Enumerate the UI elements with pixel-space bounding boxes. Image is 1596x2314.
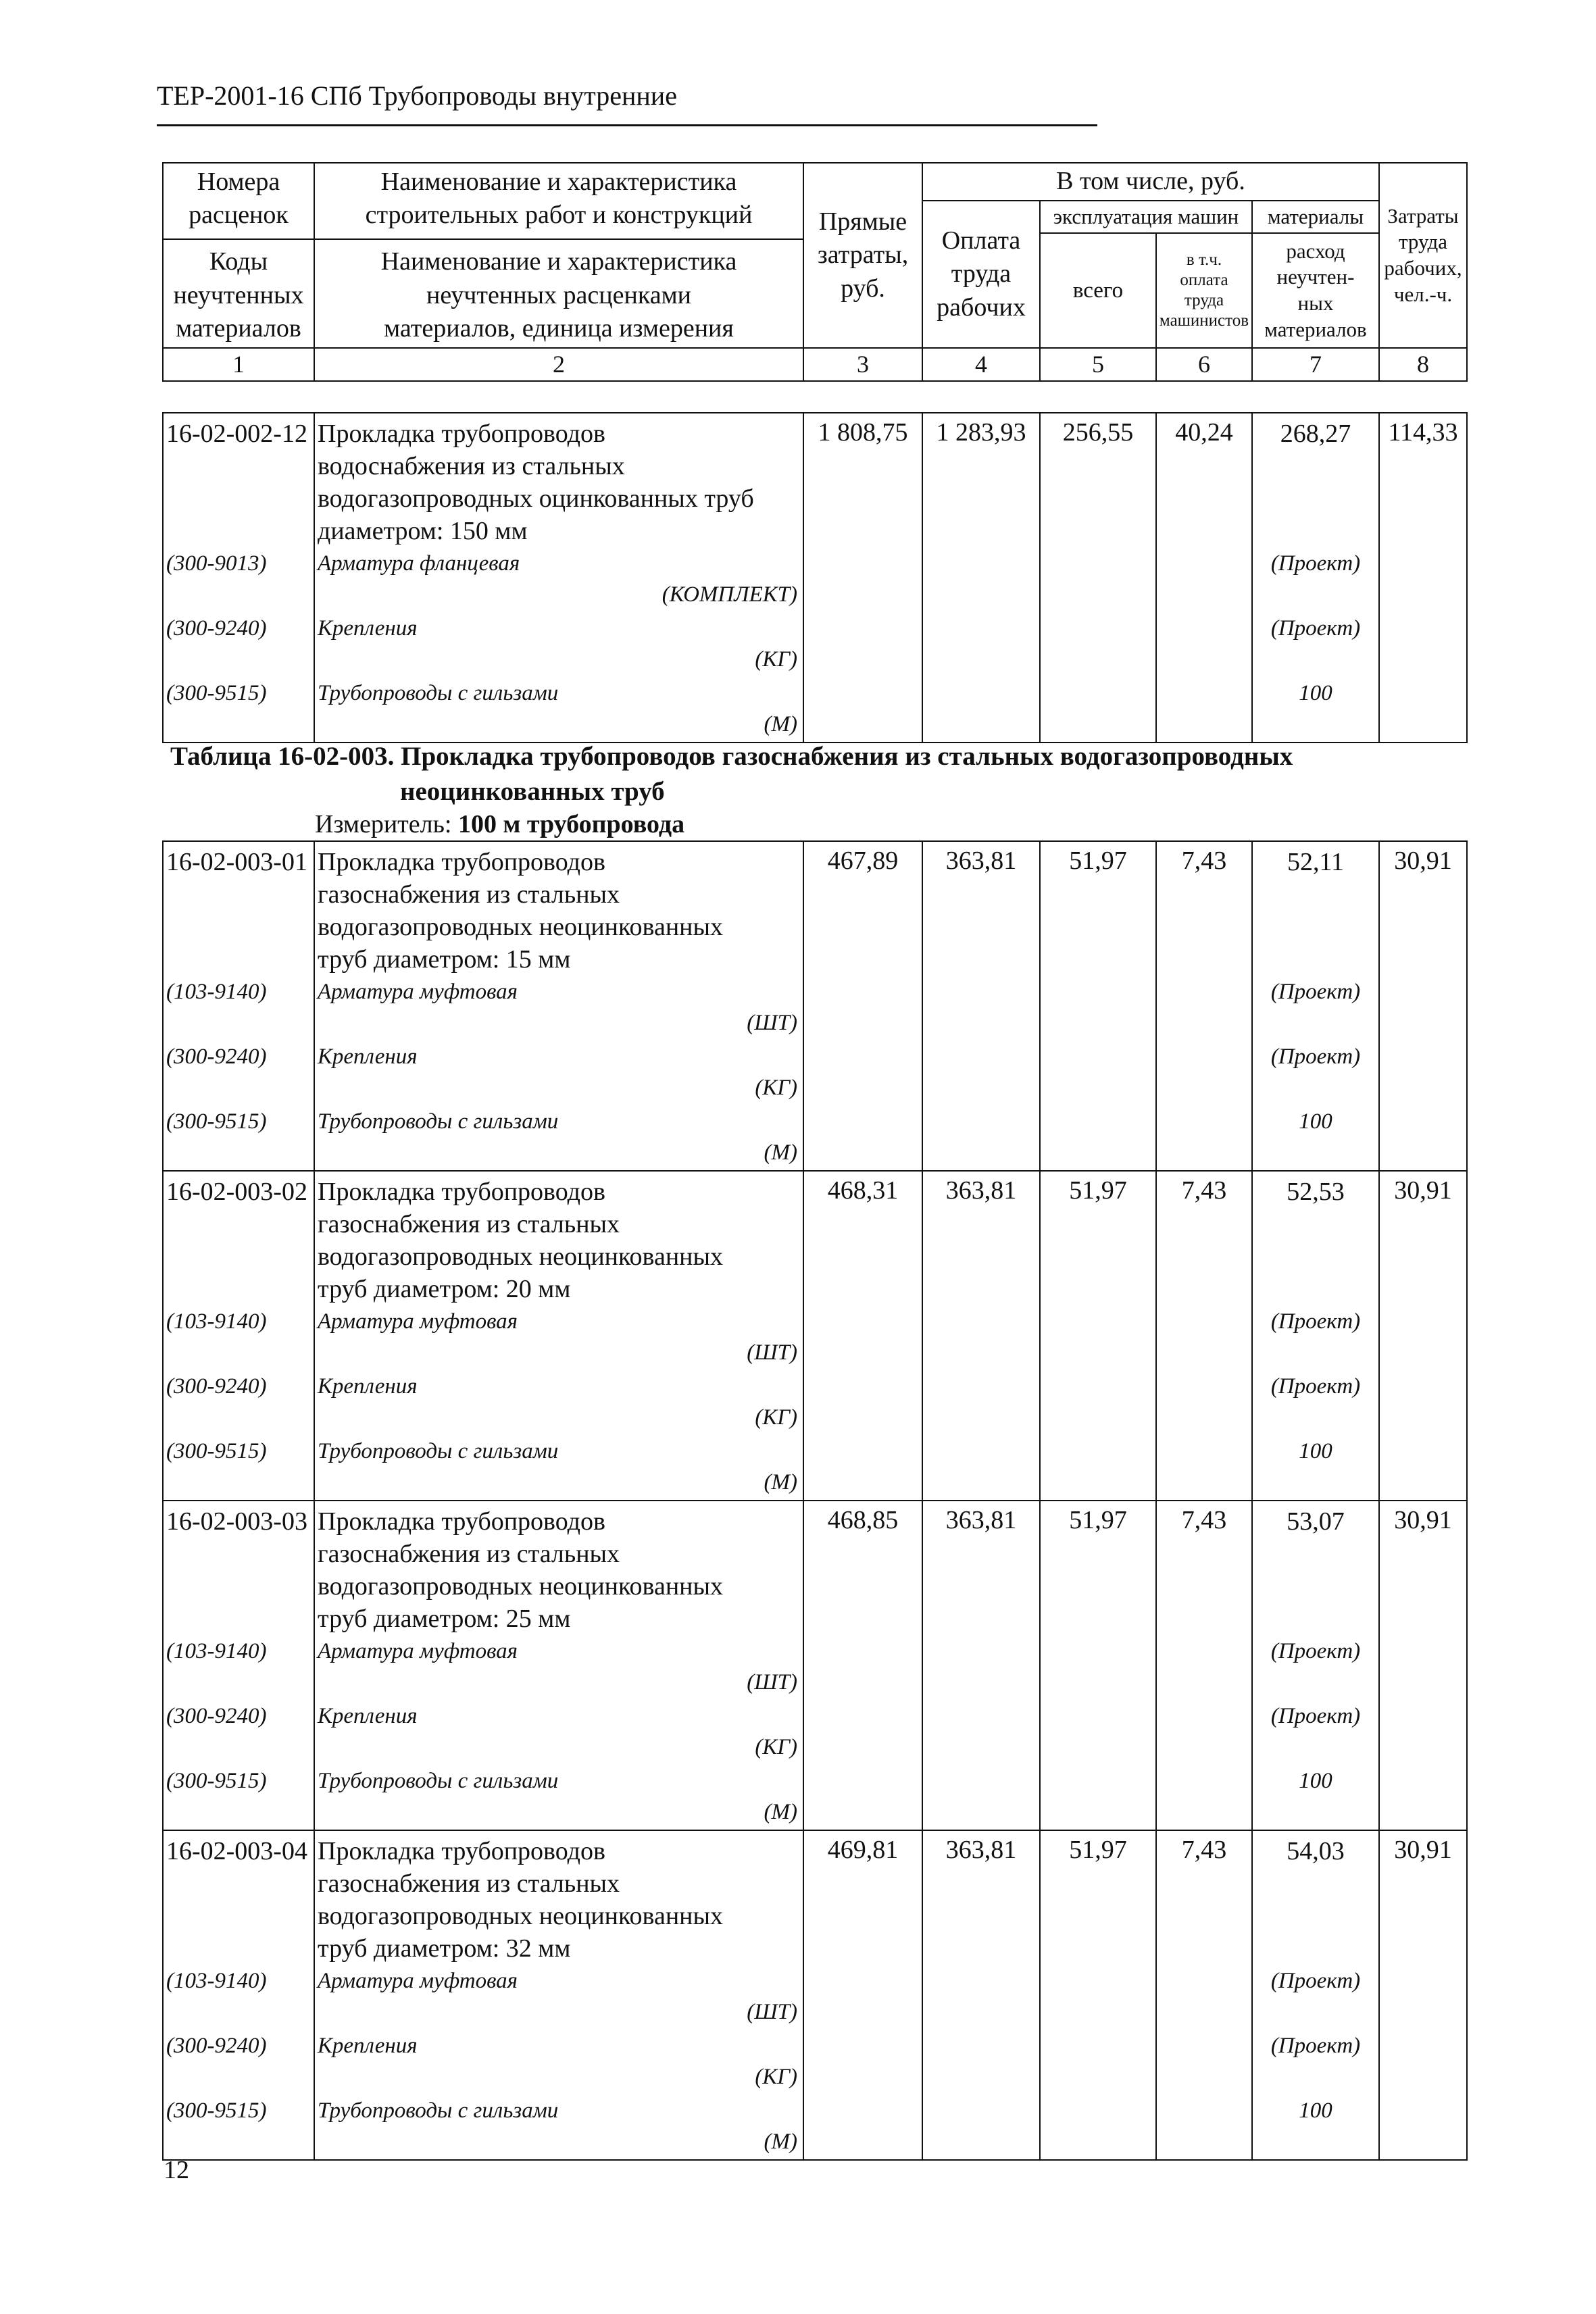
table-caption: Таблица 16-02-003. Прокладка трубопроводов газоснабжения из стальных водогазопроводных неоцинкованных труб	[170, 742, 1293, 806]
material-costs: 268,27	[1280, 420, 1351, 448]
rates-table-002	[162, 412, 1468, 743]
direct-costs: 1 808,75	[803, 413, 922, 743]
machinist-costs: 7,43	[1156, 841, 1252, 1171]
material-note: (Проект)	[1270, 1969, 1361, 1993]
material-code: (103-9140)	[166, 980, 267, 1004]
col-number-1: 1	[163, 348, 314, 381]
material-note: (Проект)	[1270, 1704, 1361, 1728]
material-unit: (М)	[764, 712, 797, 736]
col8-header: Затраты труда рабочих, чел.-ч.	[1379, 163, 1467, 348]
material-unit: (М)	[764, 1800, 797, 1824]
col1-header: Номера расценок Коды неучтенных материалов	[163, 163, 314, 348]
material-code: (300-9515)	[166, 2098, 267, 2123]
material-unit: (КГ)	[755, 1735, 797, 1759]
col3-header: Прямые затраты, руб.	[803, 163, 922, 348]
material-item: Трубопроводы с гильзами (М)	[318, 1105, 803, 1170]
material-note: 100	[1299, 1769, 1332, 1793]
rate-name: Прокладка трубопроводов газоснабжения из стальных водогазопроводных неоцинкованных труб диаметром: 25 мм	[318, 1507, 724, 1633]
material-note: (Проект)	[1270, 980, 1361, 1004]
labor-costs: 363,81	[922, 841, 1040, 1171]
material-item: Крепления (КГ)	[318, 2030, 803, 2094]
direct-costs: 467,89	[803, 841, 922, 1171]
col7-header: расход неучтен- ных материалов	[1252, 233, 1379, 348]
direct-costs: 469,81	[803, 1830, 922, 2160]
rate-name: Прокладка трубопроводов газоснабжения из стальных водогазопроводных неоцинкованных труб диаметром: 15 мм	[318, 848, 724, 974]
col-number-5: 5	[1040, 348, 1156, 381]
col2-header: Наименование и характеристика строительных работ и конструкций Наименование и характеристика неучтенных расценками материалов, единица измерения	[314, 163, 803, 348]
table-row	[163, 413, 1467, 743]
machinist-costs: 40,24	[1156, 413, 1252, 743]
direct-costs: 468,85	[803, 1501, 922, 1830]
material-unit: (ШТ)	[747, 1011, 797, 1035]
page-number: 12	[164, 2156, 189, 2184]
column-header-table	[162, 162, 1468, 382]
material-costs: 52,53	[1287, 1178, 1345, 1206]
labor-hours: 114,33	[1379, 413, 1467, 743]
labor-costs: 363,81	[922, 1171, 1040, 1501]
material-unit: (КГ)	[755, 647, 797, 672]
material-note: 100	[1299, 1109, 1332, 1134]
direct-costs: 468,31	[803, 1171, 922, 1501]
material-item: Арматура муфтовая (ШТ)	[318, 1635, 803, 1700]
material-note: (Проект)	[1270, 616, 1361, 640]
material-unit: (КГ)	[755, 1405, 797, 1430]
material-code: (103-9140)	[166, 1639, 267, 1663]
col-number-3: 3	[803, 348, 922, 381]
col-number-7: 7	[1252, 348, 1379, 381]
labor-hours: 30,91	[1379, 1171, 1467, 1501]
labor-costs: 1 283,93	[922, 413, 1040, 743]
material-item: Арматура муфтовая (ШТ)	[318, 976, 803, 1040]
labor-hours: 30,91	[1379, 1501, 1467, 1830]
material-unit: (КГ)	[755, 2065, 797, 2089]
material-code: (300-9515)	[166, 1109, 267, 1134]
measure-line: Измеритель: 100 м трубопровода	[315, 810, 685, 838]
table-row	[163, 841, 1467, 1171]
material-code: (300-9013)	[166, 551, 267, 576]
rate-name: Прокладка трубопроводов водоснабжения из стальных водогазопроводных оцинкованных труб диаметром: 150 мм	[318, 420, 754, 545]
machine-costs: 51,97	[1040, 1171, 1156, 1501]
labor-costs: 363,81	[922, 1501, 1040, 1830]
material-note: 100	[1299, 681, 1332, 705]
material-unit: (ШТ)	[747, 1670, 797, 1694]
rate-code: 16-02-003-04	[166, 1837, 307, 1865]
document-header-title: ТЕР-2001-16 СПб Трубопроводы внутренние	[157, 80, 677, 111]
rate-code: 16-02-003-03	[166, 1507, 307, 1536]
material-item: Трубопроводы с гильзами (М)	[318, 1435, 803, 1500]
material-code: (300-9240)	[166, 616, 267, 640]
material-code: (300-9515)	[166, 681, 267, 705]
rate-code: 16-02-003-01	[166, 848, 307, 876]
col5-header: всего	[1040, 233, 1156, 348]
col-number-6: 6	[1156, 348, 1252, 381]
machine-costs: 51,97	[1040, 841, 1156, 1171]
material-unit: (М)	[764, 1140, 797, 1165]
material-item: Арматура фланцевая (КОМПЛЕКТ)	[318, 547, 803, 612]
material-unit: (ШТ)	[747, 1340, 797, 1365]
col4-header: Оплата труда рабочих	[922, 201, 1040, 348]
material-unit: (КОМПЛЕКТ)	[662, 582, 797, 607]
material-unit: (КГ)	[755, 1076, 797, 1100]
machine-costs: 256,55	[1040, 413, 1156, 743]
material-item: Крепления (КГ)	[318, 612, 803, 677]
material-code: (300-9515)	[166, 1439, 267, 1463]
material-note: 100	[1299, 2098, 1332, 2123]
material-item: Крепления (КГ)	[318, 1040, 803, 1105]
material-code: (103-9140)	[166, 1309, 267, 1334]
machinist-costs: 7,43	[1156, 1830, 1252, 2160]
material-note: (Проект)	[1270, 1639, 1361, 1663]
labor-costs: 363,81	[922, 1830, 1040, 2160]
material-code: (103-9140)	[166, 1969, 267, 1993]
materials-header: материалы	[1252, 201, 1379, 233]
labor-hours: 30,91	[1379, 841, 1467, 1171]
material-note: (Проект)	[1270, 2034, 1361, 2058]
col-number-4: 4	[922, 348, 1040, 381]
machinist-costs: 7,43	[1156, 1501, 1252, 1830]
material-costs: 54,03	[1287, 1837, 1345, 1865]
material-code: (300-9515)	[166, 1769, 267, 1793]
machine-costs: 51,97	[1040, 1830, 1156, 2160]
col-number-8: 8	[1379, 348, 1467, 381]
machinist-costs: 7,43	[1156, 1171, 1252, 1501]
header-rule	[157, 124, 1097, 126]
rate-code: 16-02-003-02	[166, 1178, 307, 1206]
material-item: Крепления (КГ)	[318, 1700, 803, 1765]
table-row	[163, 1501, 1467, 1830]
material-note: (Проект)	[1270, 1374, 1361, 1399]
material-unit: (М)	[764, 2130, 797, 2154]
rates-table-003	[162, 840, 1468, 2161]
material-item: Трубопроводы с гильзами (М)	[318, 1765, 803, 1830]
material-note: (Проект)	[1270, 1045, 1361, 1069]
material-note: (Проект)	[1270, 1309, 1361, 1334]
rate-name: Прокладка трубопроводов газоснабжения из стальных водогазопроводных неоцинкованных труб диаметром: 20 мм	[318, 1178, 724, 1303]
material-code: (300-9240)	[166, 2034, 267, 2058]
material-code: (300-9240)	[166, 1374, 267, 1399]
col6-header: в т.ч. оплата труда машинистов	[1156, 233, 1252, 348]
including-header: В том числе, руб.	[922, 163, 1379, 201]
material-item: Крепления (КГ)	[318, 1370, 803, 1435]
table-row	[163, 1171, 1467, 1501]
rate-code: 16-02-002-12	[166, 420, 307, 448]
material-unit: (М)	[764, 1470, 797, 1494]
material-costs: 53,07	[1287, 1507, 1345, 1536]
material-code: (300-9240)	[166, 1704, 267, 1728]
table-row	[163, 1830, 1467, 2160]
material-costs: 52,11	[1287, 848, 1345, 876]
material-item: Арматура муфтовая (ШТ)	[318, 1965, 803, 2030]
material-unit: (ШТ)	[747, 2000, 797, 2024]
rate-name: Прокладка трубопроводов газоснабжения из стальных водогазопроводных неоцинкованных труб диаметром: 32 мм	[318, 1837, 724, 1963]
material-item: Трубопроводы с гильзами (М)	[318, 677, 803, 742]
material-item: Арматура муфтовая (ШТ)	[318, 1305, 803, 1370]
material-item: Трубопроводы с гильзами (М)	[318, 2094, 803, 2159]
col-number-2: 2	[314, 348, 803, 381]
material-note: 100	[1299, 1439, 1332, 1463]
labor-hours: 30,91	[1379, 1830, 1467, 2160]
machine-costs: 51,97	[1040, 1501, 1156, 1830]
machines-header: эксплуатация машин	[1040, 201, 1252, 233]
material-code: (300-9240)	[166, 1045, 267, 1069]
material-note: (Проект)	[1270, 551, 1361, 576]
